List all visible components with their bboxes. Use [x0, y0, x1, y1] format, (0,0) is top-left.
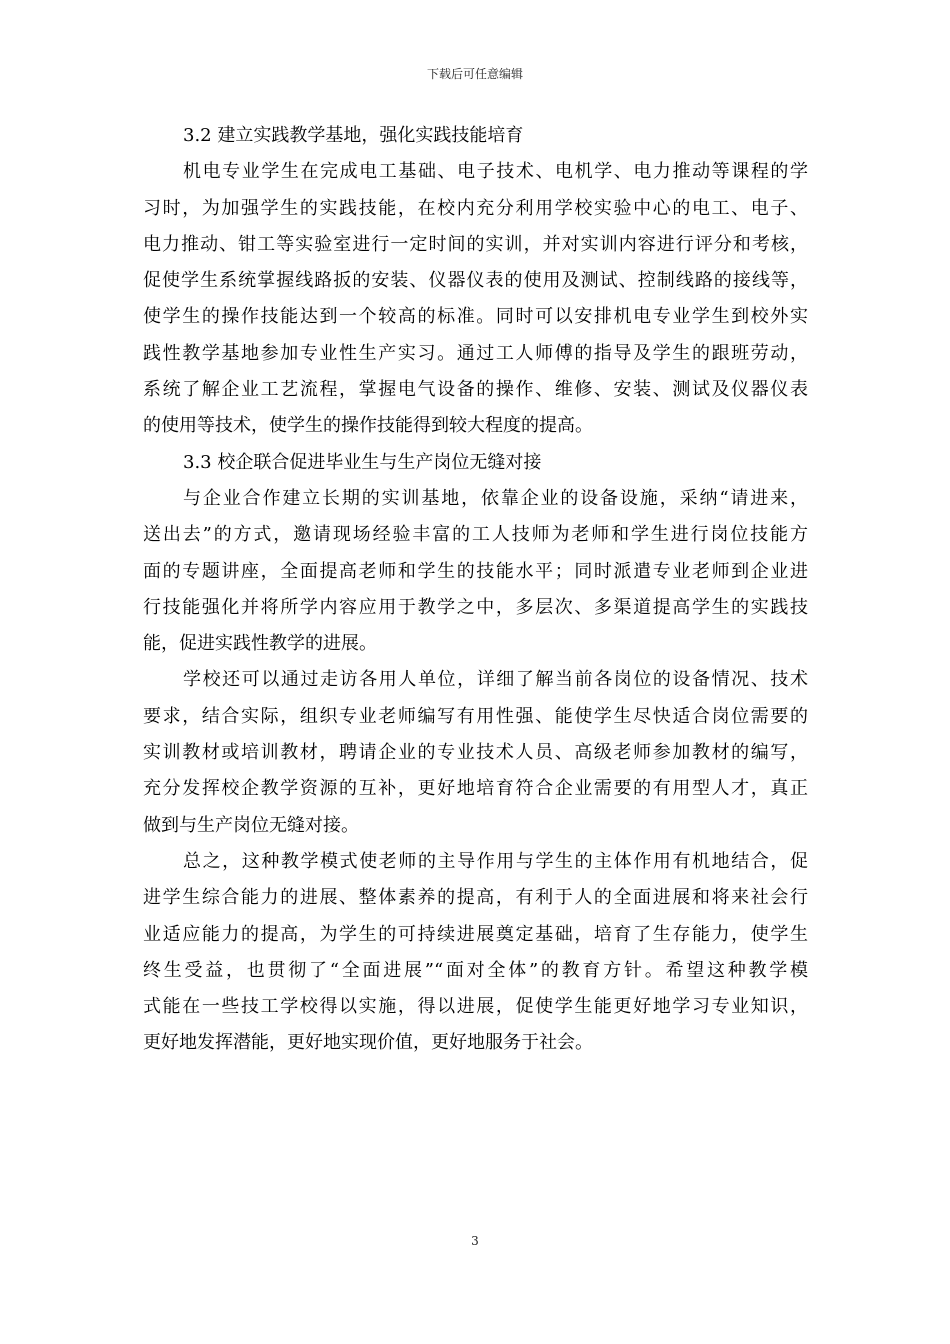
text-line: 学校还可以通过走访各用人单位，详细了解当前各岗位的设备情况、技术	[183, 669, 808, 691]
text-line: 业适应能力的提高，为学生的可持续进展奠定基础，培育了生存能力，使学生	[143, 923, 808, 945]
page-number: 3	[471, 1234, 479, 1248]
text-line: 面的专题讲座，全面提高老师和学生的技能水平；同时派遣专业老师到企业进	[143, 560, 808, 582]
text-line: 能，促进实践性教学的进展。	[143, 633, 377, 655]
section-3-3	[143, 445, 808, 1062]
page-header: 下载后可任意编辑	[426, 67, 523, 81]
text-line: 进学生综合能力的进展、整体素养的提高，有利于人的全面进展和将来社会行	[143, 887, 808, 909]
section-heading: 3.2 建立实践教学基地，强化实践技能培育	[183, 125, 524, 146]
paragraph	[143, 481, 808, 662]
text-line: 与企业合作建立长期的实训基地，依靠企业的设备设施，采纳“请进来，	[183, 487, 808, 509]
text-line: 做到与生产岗位无缝对接。	[143, 814, 359, 836]
paragraph	[143, 662, 808, 843]
text-line: 送出去”的方式，邀请现场经验丰富的工人技师为老师和学生进行岗位技能方	[143, 524, 808, 546]
paragraph	[143, 154, 808, 444]
section-3-2	[143, 118, 808, 445]
text-line: 式能在一些技工学校得以实施，得以进展，促使学生能更好地学习专业知识，	[143, 996, 808, 1018]
text-line: 要求，结合实际，组织专业老师编写有用性强、能使学生尽快适合岗位需要的	[143, 705, 808, 727]
document-body	[143, 118, 808, 1062]
text-line: 总之，这种教学模式使老师的主导作用与学生的主体作用有机地结合，促	[183, 850, 808, 872]
text-line: 终生受益，也贯彻了“全面进展”“面对全体”的教育方针。希望这种教学模	[143, 959, 808, 981]
text-line: 促使学生系统掌握线路扳的安装、仪器仪表的使用及测试、控制线路的接线等，	[143, 270, 808, 292]
text-line: 实训教材或培训教材，聘请企业的专业技术人员、高级老师参加教材的编写，	[143, 742, 808, 764]
text-line: 更好地发挥潜能，更好地实现价值，更好地服务于社会。	[143, 1032, 593, 1054]
section-heading: 3.3 校企联合促进毕业生与生产岗位无缝对接	[183, 451, 542, 473]
text-line: 行技能强化并将所学内容应用于教学之中，多层次、多渠道提高学生的实践技	[143, 596, 808, 618]
text-line: 习时，为加强学生的实践技能，在校内充分利用学校实验中心的电工、电子、	[143, 197, 808, 219]
text-line: 的使用等技术，使学生的操作技能得到较大程度的提高。	[143, 415, 593, 437]
text-line: 机电专业学生在完成电工基础、电子技术、电机学、电力推动等课程的学	[183, 161, 808, 183]
text-line: 充分发挥校企教学资源的互补，更好地培育符合企业需要的有用型人才，真正	[143, 778, 808, 800]
text-line: 电力推动、钳工等实验室进行一定时间的实训，并对实训内容进行评分和考核，	[143, 233, 808, 255]
text-line: 系统了解企业工艺流程，掌握电气设备的操作、维修、安装、测试及仪器仪表	[143, 379, 808, 401]
text-line: 使学生的操作技能达到一个较高的标准。同时可以安排机电专业学生到校外实	[143, 306, 808, 328]
text-line: 践性教学基地参加专业性生产实习。通过工人师傅的指导及学生的跟班劳动，	[143, 342, 808, 364]
paragraph	[143, 844, 808, 1062]
